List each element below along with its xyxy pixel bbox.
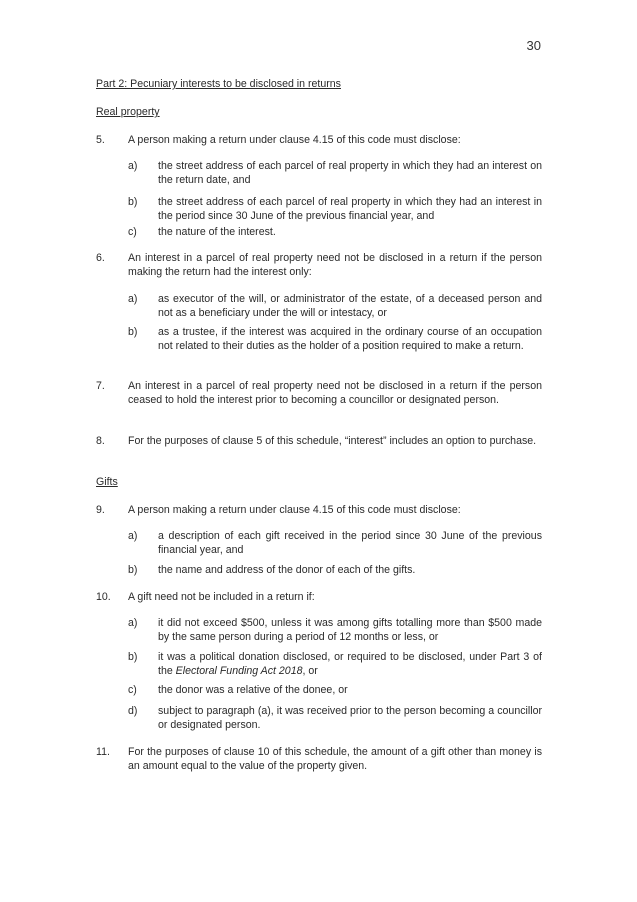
item-text: a description of each gift received in the period since 30 June of the previous financial year, and: [158, 530, 542, 556]
clause-10-c: [128, 684, 542, 698]
section-heading-real-property: Real property: [96, 106, 160, 118]
clause-11: [96, 746, 542, 773]
clause-number: 11.: [96, 746, 110, 758]
item-label: b): [128, 196, 138, 208]
part-heading: Part 2: Pecuniary interests to be disclosed in returns: [96, 78, 341, 90]
clause-5: [96, 134, 542, 148]
item-text: it did not exceed $500, unless it was among gifts totalling more than $500 made by the same person during a period of 12 months or less, or: [158, 617, 542, 643]
clause-5-a: [128, 160, 542, 187]
clause-6-b: [128, 326, 542, 353]
clause-5-c: [128, 226, 542, 240]
act-title: Electoral Funding Act 2018: [175, 664, 303, 677]
clause-number: 8.: [96, 435, 105, 447]
clause-text: For the purposes of clause 10 of this schedule, the amount of a gift other than money is an amount equal to the value of the property given.: [128, 746, 542, 772]
item-text: as executor of the will, or administrator of the estate, of a deceased person and not as a beneficiary under the will or intestacy, or: [158, 293, 542, 319]
item-text: subject to paragraph (a), it was received prior to the person becoming a councillor or designated person.: [158, 705, 542, 731]
item-text-after: , or: [302, 664, 318, 677]
clause-9-a: [128, 530, 542, 557]
item-text: the nature of the interest.: [158, 226, 276, 238]
section-heading-gifts: Gifts: [96, 476, 118, 488]
clause-6-a: [128, 293, 542, 320]
item-label: a): [128, 160, 138, 172]
clause-text: A person making a return under clause 4.15 of this code must disclose:: [128, 134, 461, 146]
clause-10-a: [128, 617, 542, 644]
clause-10: [96, 591, 542, 605]
item-label: a): [128, 617, 138, 629]
item-label: a): [128, 293, 138, 305]
item-label: c): [128, 226, 137, 238]
item-text: the street address of each parcel of real property in which they had an interest on the return date, and: [158, 160, 542, 186]
clause-number: 10.: [96, 591, 111, 603]
clause-10-d: [128, 705, 542, 732]
clause-7: [96, 380, 542, 407]
item-text: as a trustee, if the interest was acquired in the ordinary course of an occupation not related to their duties as the holder of a position required to make a return.: [158, 326, 542, 352]
page-number: 30: [526, 38, 541, 53]
item-label: a): [128, 530, 138, 542]
clause-number: 7.: [96, 380, 105, 392]
clause-text: For the purposes of clause 5 of this schedule, “interest” includes an option to purchase.: [128, 435, 537, 447]
item-text: the donor was a relative of the donee, or: [158, 684, 348, 696]
item-label: d): [128, 705, 138, 717]
item-text: the street address of each parcel of real property in which they had an interest in the period since 30 June of the previous financial year, and: [158, 196, 542, 222]
clause-text: A gift need not be included in a return if:: [128, 591, 315, 603]
clause-text: A person making a return under clause 4.15 of this code must disclose:: [128, 504, 461, 516]
item-label: b): [128, 564, 138, 576]
clause-6: [96, 252, 542, 279]
clause-5-b: [128, 196, 542, 223]
clause-9-b: [128, 564, 542, 578]
clause-9: [96, 504, 542, 518]
item-text: the name and address of the donor of each of the gifts.: [158, 564, 416, 576]
item-label: c): [128, 684, 137, 696]
clause-10-b: [128, 651, 542, 678]
clause-text: An interest in a parcel of real property need not be disclosed in a return if the person ceased to hold the interest prior to becoming a councillor or designated person.: [128, 380, 542, 406]
clause-number: 5.: [96, 134, 105, 146]
item-text: [158, 651, 542, 678]
item-label: b): [128, 651, 138, 663]
item-label: b): [128, 326, 138, 338]
clause-8: [96, 435, 542, 449]
clause-number: 6.: [96, 252, 105, 264]
clause-text: An interest in a parcel of real property need not be disclosed in a return if the person making the return had the interest only:: [128, 252, 542, 278]
item-text-before: it was a political donation disclosed, or required to be disclosed, under Part 3 of the: [158, 651, 542, 677]
clause-number: 9.: [96, 504, 105, 516]
